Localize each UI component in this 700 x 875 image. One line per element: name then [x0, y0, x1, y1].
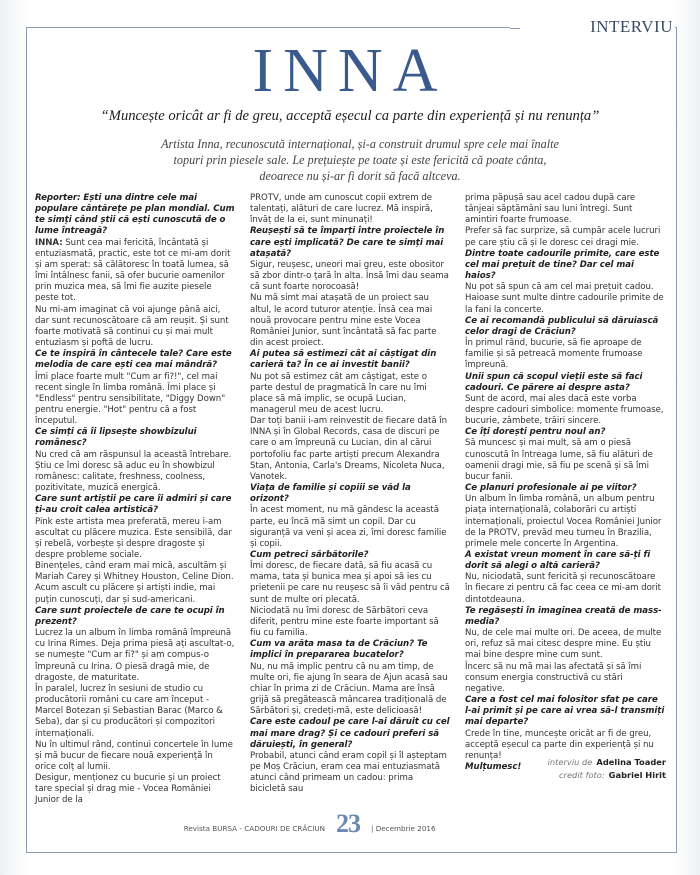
pull-quote: “Muncește oricât ar fi de greu, acceptă eșecul ca parte din experiență și nu renunța”: [100, 108, 600, 124]
article-title: INNA: [252, 37, 448, 105]
interview-answer: [250, 293, 450, 349]
interview-question: Dintre toate cadourile primite, care este cel mai prețuit de tine? Dar cel mai haios?: [465, 248, 660, 282]
interview-answer: [35, 561, 235, 606]
section-label: INTERVIU: [510, 17, 675, 39]
interview-question: Unii spun că scopul vieții este să faci cadouri. Ce părere ai despre asta?: [465, 371, 643, 393]
answer-text: Lucrez la un album în limba română împreună cu Irina Rimes. Deja prima piesă ați ascultat-o, se numește "Cum ar fi?" și am compus-o împreună cu Irina. O piesă dragă mie, de dragoste, de maturitate.: [35, 628, 235, 683]
answer-text: Prefer să fac surprize, să cumpăr acele lucruri pe care știu că și le doresc cei dragi mie.: [465, 226, 661, 248]
answer-text: Nu, niciodată, sunt fericită și recunoscătoare în fiecare zi pentru că fac ceea ce mi-am dorit dintotdeauna.: [465, 572, 661, 605]
interview-question: Viața de familie și copiii se văd la orizont?: [250, 483, 411, 505]
interview-answer: [465, 662, 665, 695]
answer-text: Crede în tine, muncește oricât ar fi de greu, acceptă eșecul ca parte din experiență și nu renunța!: [465, 728, 654, 761]
interviewer-name: Adelina Toader: [596, 757, 666, 767]
interview-answer: [35, 305, 235, 350]
answer-text: În acest moment, nu mă gândesc la această parte, eu încă mă simt un copil. Dar cu siguranță va veni și acea zi, îmi doresc familie și copii.: [250, 505, 447, 549]
interview-answer: [465, 226, 665, 248]
photo-credit-label: credit foto:: [558, 770, 605, 780]
text-column-1: [35, 193, 235, 807]
page-footer: [0, 809, 700, 838]
answer-text: Nu cred că am răspunsul la această întrebare. Știu ce îmi doresc să aduc eu în showbizul românesc: calitate, freshness, coolness, pozitivitate, muzică energică.: [35, 449, 232, 494]
photographer-name: Gabriel Hirit: [608, 770, 666, 780]
interview-answer: [465, 438, 665, 483]
interview-answer: [250, 416, 450, 483]
answer-text: Niciodată nu îmi doresc de Sărbători ceva diferit, pentru mine este foarte important să fiu cu familia.: [250, 605, 439, 639]
interview-question: Ce te inspiră în cântecele tale? Care este melodia de care ești cea mai mândră?: [35, 349, 232, 371]
answer-text: Un album în limba română, un album pentru piața internațională, colaborări cu artiști internaționali, proiectul Vocea României Junior de la PROTV, prevăd meu turneu în Brazilia, primele mele concerte în Argentina.: [465, 494, 662, 549]
interview-answer: [250, 561, 450, 606]
interview-question: Care sunt proiectele de care te ocupi în prezent?: [35, 605, 225, 627]
answer-text: În paralel, lucrez în sesiuni de studio cu producătorii români cu care am început - Marcel Botezan și Sebastian Barac (Marco & Seba), dar și cu producători și compozitori internaționali.: [35, 683, 223, 739]
interview-question: Ce planuri profesionale ai pe viitor?: [465, 483, 637, 494]
interview-question: Ce simți că îi lipsește showbizului românesc?: [35, 427, 197, 449]
interview-answer: [465, 338, 665, 371]
answer-text: Binențeles, când eram mai mică, ascultăm și Mariah Carey și Whitney Houston, Celine Dion. Acum ascult cu plăcere și artiști indie, mai puțin cunoscuți, dar și sud-americani.: [35, 561, 234, 605]
interview-answer: [250, 193, 450, 226]
answer-text: PROTV, unde am cunoscut copii extrem de talentați, alături de care lucrez. Mă inspiră, învăț de la ei, sunt minunați!: [250, 193, 433, 226]
interview-answer: [35, 684, 235, 740]
interview-credit-label: interviu de: [547, 757, 593, 767]
interview-question: Care a fost cel mai folositor sfat pe care l-ai primit și pe care ai vrea să-l transmiți mai departe?: [465, 695, 665, 728]
interview-question: Care sunt artiștii pe care îi admiri și care ți-au croit calea artistică?: [35, 494, 232, 516]
answer-text: Nu în ultimul rând, continui concertele în lume și mă bucur de fiecare nouă experiență în orice colț al lumii.: [35, 739, 233, 772]
answer-text: Sunt cea mai fericită, încântată și entuziasmată, practic, este tot ce mi-am dorit și am sperat: să călătoresc în toată lumea, să îmi întâlnesc fanii, să ofer bucurie oamenilor prin muzica mea, să îmi fie auzite piesele peste tot.: [35, 237, 231, 304]
interview-question: Reporter: Ești una dintre cele mai populare cântărețe pe plan mondial. Cum te simți când știi că ești cunoscută de o lume întreagă?: [35, 193, 235, 237]
interview-answer: [35, 517, 235, 562]
answer-text: Îmi place foarte mult "Cum ar fi?!", cel mai recent single în limba română. Îmi place și "Endless" pentru sensibilitate, "Diggy Down" pentru energie. "Hot" pentru că a fost începutul.: [35, 371, 226, 427]
interview-question: Ce îți dorești pentru noul an?: [465, 427, 606, 438]
interview-answer: [35, 450, 235, 495]
interview-question: Ce ai recomandă publicului să dăruiască celor dragi de Crăciun?: [465, 315, 659, 337]
interview-answer: [465, 628, 665, 661]
answer-text: Îmi doresc, de fiecare dată, să fiu acasă cu mama, tata și bunica mea și apoi să ies cu prietenii pe care nu reușesc să îi văd pentru că sunt de multe ori plecată.: [250, 561, 450, 605]
answer-text: Nu pot să estimez cât am câștigat, este o parte destul de pragmatică în care nu îmi place să mă implic, se ocupă Lucian, managerul meu de acest lucru.: [250, 371, 427, 415]
interview-question: Ai putea să estimezi cât ai câștigat din carieră ta? În ce ai investit banii?: [250, 349, 437, 371]
answer-text: Nu, nu mă implic pentru că nu am timp, de multe ori, fie ajung în seara de Ajun acasă sau chiar în prima zi de Crăciun. Mama are însă grijă să pregătească mâncarea tradițională de Sărbători și, credeți-mă, este delicioasă!: [250, 661, 448, 717]
answer-text: Încerc să nu mă mai las afectată și să îmi consum energia constructivă cu stări negative.: [465, 661, 642, 694]
answer-text: prima păpușă sau acel cadou după care tânjeai săptămâni sau luni întregi. Sunt amintiri foarte frumoase.: [465, 193, 636, 226]
speaker-label: INNA:: [35, 237, 63, 248]
issue-date: | Decembrie 2016: [371, 824, 436, 833]
interview-answer: [465, 282, 665, 315]
interview-answer: [250, 505, 450, 550]
interview-credit: [490, 756, 666, 769]
interview-question: Cum petreci sărbătorile?: [250, 550, 369, 560]
interview-answer: [250, 260, 450, 293]
text-column-2: [250, 193, 450, 795]
answer-text: În primul rând, bucurie, să fie aproape de familie și să petreacă momente frumoase împreună.: [465, 338, 643, 371]
answer-text: Pink este artista mea preferată, mereu i-am ascultat cu plăcere muzica. Este sensibilă, dar și rebelă, vorbește și despre dragoste și despre probleme sociale.: [35, 516, 232, 560]
answer-text: Să muncesc și mai mult, să am o piesă cunoscută în întreaga lume, să fiu alături de oamenii dragi mie, să fiu pe scenă și să îmi bucur fanii.: [465, 438, 653, 482]
answer-text: Nu mă simt mai atașată de un proiect sau altul, le acord tuturor atenție. Însă cea mai nouă provocare pentru mine este Vocea României Junior, sunt încântată să fac parte din acest proiect.: [250, 293, 437, 349]
answer-text: Nu pot să spun că am cel mai prețuit cadou. Haioase sunt multe dintre cadourile primite de la fani la concerte.: [465, 282, 664, 315]
interview-answer: [35, 372, 235, 428]
interview-answer: [35, 628, 235, 684]
interview-answer: [465, 572, 665, 605]
interview-answer: [465, 494, 665, 550]
answer-text: Dar toți banii i-am reinvestit de fiecare dată în INNA și în Global Records, casa de discuri pe care o am împreună cu Lucian, din al cărui portofoliu fac parte artiști precum Alexandra Stan, Antonia, Carla's Dreams, Nicoleta Nuca, Vanotek.: [250, 416, 447, 482]
interview-question: A existat vreun moment în care să-ți fi dorit să alegi o altă carieră?: [465, 550, 651, 572]
interview-question: Reușești să te împarți între proiectele în care ești implicată? De care te simți mai atașată?: [250, 226, 445, 259]
interview-answer: [35, 740, 235, 773]
answer-text: Desigur, menționez cu bucurie și un proiect tare special și drag mie - Vocea României Junior de la: [35, 773, 221, 806]
answer-text: Nu mi-am imaginat că voi ajunge până aici, dar sunt recunoscătoare că am reușit. Și sunt foarte motivată să continui cu și mai mult entuziasm și poftă de lucru.: [35, 304, 229, 349]
interview-question: Mulțumesc!: [465, 761, 522, 772]
answer-text: Sunt de acord, mai ales dacă este vorba despre cadouri simbolice: momente frumoase, bucurie, zâmbete, trăiri sincere.: [465, 393, 664, 427]
interview-answer: [250, 372, 450, 417]
answer-text: Probabil, atunci când eram copil și îl așteptam pe Moș Crăciun, eram cea mai entuziasmată atunci când primeam un cadou: prima bicicletă sau: [250, 750, 447, 795]
publication-name: Revista BURSA - CADOURI DE CRĂCIUN: [183, 824, 325, 833]
interview-question: Cum va arăta masa ta de Crăciun? Te implici în prepararea bucatelor?: [250, 639, 428, 661]
article-body: [35, 193, 667, 806]
interview-answer: [35, 773, 235, 806]
answer-text: Nu, de cele mai multe ori. De aceea, de multe ori, refuz să mai citesc despre mine. Eu știu mai bine despre mine cum sunt.: [465, 628, 662, 661]
interview-answer: [35, 238, 235, 305]
interview-answer: [250, 751, 450, 796]
interview-answer: [250, 662, 450, 718]
interview-answer: [465, 193, 665, 226]
answer-text: Sigur, reușesc, uneori mai greu, este obositor să zbor dintr-o țară în alta. Însă îmi dau seama că sunt foarte norocoasă!: [250, 259, 449, 293]
interview-answer: [250, 606, 450, 639]
text-column-3: [465, 193, 665, 773]
page-number: 23: [336, 809, 360, 838]
photo-credit: [490, 769, 666, 782]
interview-question: Te regăsești în imaginea creată de mass-media?: [465, 605, 662, 627]
interview-question: Care este cadoul pe care l-ai dăruit cu cel mai mare drag? Și ce cadouri preferi să dăruiești, în general?: [250, 717, 450, 750]
interview-answer: [465, 394, 665, 427]
credits: [490, 756, 666, 782]
article-intro: Artista Inna, recunoscută internațional, și-a construit drumul spre cele mai înalte topuri prin piesele sale. Le prețuiește pe toate și este fericită că poate cânta, deoarece nu și-ar fi dorit să facă altceva.: [161, 137, 559, 183]
